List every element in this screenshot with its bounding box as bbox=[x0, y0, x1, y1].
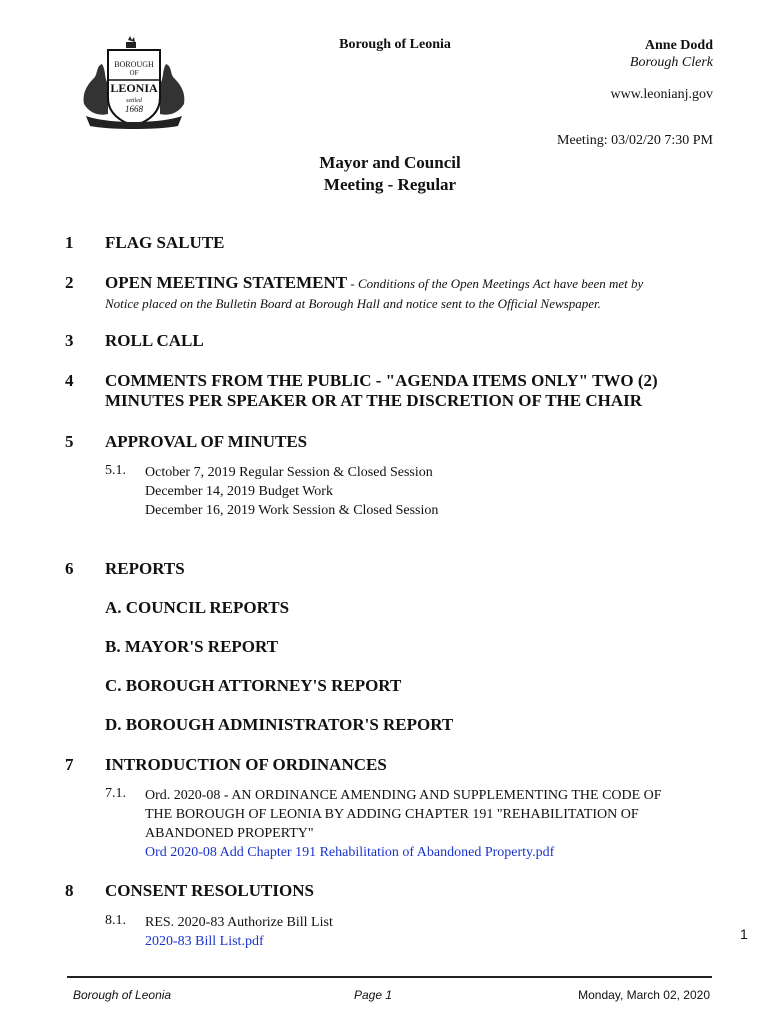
borough-seal-logo bbox=[78, 34, 190, 130]
item-number: 6 bbox=[65, 559, 74, 578]
svg-text:OF: OF bbox=[129, 69, 139, 77]
ordinance-line-1: Ord. 2020-08 - AN ORDINANCE AMENDING AND SUPPLEMENTING THE CODE OF bbox=[145, 788, 662, 803]
item-heading-consent: CONSENT RESOLUTIONS bbox=[105, 881, 314, 900]
item-number: 2 bbox=[65, 273, 74, 292]
item-heading-roll-call: ROLL CALL bbox=[105, 331, 204, 350]
item-heading-line-1: COMMENTS FROM THE PUBLIC - "AGENDA ITEMS ONLY" TWO (2) bbox=[105, 371, 658, 390]
item-heading-public-comments bbox=[105, 371, 658, 411]
subitem-minutes bbox=[145, 463, 438, 520]
ordinance-line-2: THE BOROUGH OF LEONIA BY ADDING CHAPTER 191 "REHABILITATION OF bbox=[145, 807, 639, 822]
item-number: 3 bbox=[65, 331, 74, 350]
subitem-number: 5.1. bbox=[105, 463, 126, 478]
item-description-line-2: Notice placed on the Bulletin Board at Borough Hall and notice sent to the Official Newspaper. bbox=[105, 296, 601, 311]
bill-list-pdf-link[interactable]: 2020-83 Bill List.pdf bbox=[145, 934, 264, 949]
item-number: 4 bbox=[65, 371, 74, 390]
item-heading-open-meeting bbox=[105, 273, 643, 294]
report-mayor: B. MAYOR'S REPORT bbox=[105, 637, 279, 656]
svg-text:BOROUGH: BOROUGH bbox=[114, 60, 154, 69]
meeting-datetime: Meeting: 03/02/20 7:30 PM bbox=[557, 133, 713, 148]
item-number: 7 bbox=[65, 755, 74, 774]
minutes-line-2: December 14, 2019 Budget Work bbox=[145, 484, 333, 499]
report-attorney: C. BOROUGH ATTORNEY'S REPORT bbox=[105, 676, 402, 695]
page-corner-number: 1 bbox=[740, 926, 748, 942]
item-number: 5 bbox=[65, 432, 74, 451]
subitem-number: 8.1. bbox=[105, 913, 126, 928]
page-title bbox=[290, 152, 490, 196]
item-heading-reports: REPORTS bbox=[105, 559, 185, 578]
item-heading-ordinances: INTRODUCTION OF ORDINANCES bbox=[105, 755, 387, 774]
svg-text:1668: 1668 bbox=[125, 104, 143, 114]
borough-seal-icon bbox=[78, 34, 190, 130]
title-line-2: Meeting - Regular bbox=[323, 175, 457, 194]
item-number: 1 bbox=[65, 233, 74, 252]
resolution-line: RES. 2020-83 Authorize Bill List bbox=[145, 915, 333, 930]
subitem-number: 7.1. bbox=[105, 786, 126, 801]
footer-org: Borough of Leonia bbox=[73, 988, 172, 1002]
item-heading-approval-minutes: APPROVAL OF MINUTES bbox=[105, 432, 308, 451]
subitem-resolution bbox=[145, 913, 333, 951]
subitem-ordinance bbox=[145, 786, 662, 862]
svg-text:LEONIA: LEONIA bbox=[110, 81, 158, 95]
ordinance-pdf-link[interactable]: Ord 2020-08 Add Chapter 191 Rehabilitation of Abandoned Property.pdf bbox=[145, 845, 555, 860]
clerk-title: Borough Clerk bbox=[629, 55, 713, 70]
title-line-1: Mayor and Council bbox=[319, 153, 461, 172]
minutes-line-3: December 16, 2019 Work Session & Closed Session bbox=[145, 503, 439, 518]
footer-page-number: Page 1 bbox=[354, 988, 393, 1002]
minutes-line-1: October 7, 2019 Regular Session & Closed Session bbox=[145, 465, 433, 480]
item-description: - Conditions of the Open Meetings Act have been met by bbox=[347, 276, 644, 291]
website-link[interactable]: www.leonianj.gov bbox=[610, 87, 713, 102]
item-heading-label: OPEN MEETING STATEMENT bbox=[105, 273, 348, 292]
footer-date: Monday, March 02, 2020 bbox=[578, 988, 710, 1002]
clerk-block bbox=[630, 37, 713, 71]
footer-divider bbox=[67, 976, 712, 978]
item-heading-flag-salute: FLAG SALUTE bbox=[105, 233, 225, 252]
clerk-name: Anne Dodd bbox=[644, 38, 713, 53]
ordinance-line-3: ABANDONED PROPERTY" bbox=[145, 826, 314, 841]
report-administrator: D. BOROUGH ADMINISTRATOR'S REPORT bbox=[105, 715, 454, 734]
svg-text:settled: settled bbox=[126, 98, 142, 104]
item-heading-line-2: MINUTES PER SPEAKER OR AT THE DISCRETION OF THE CHAIR bbox=[105, 391, 643, 410]
organization-name: Borough of Leonia bbox=[339, 37, 451, 52]
item-number: 8 bbox=[65, 881, 74, 900]
report-council: A. COUNCIL REPORTS bbox=[105, 598, 290, 617]
